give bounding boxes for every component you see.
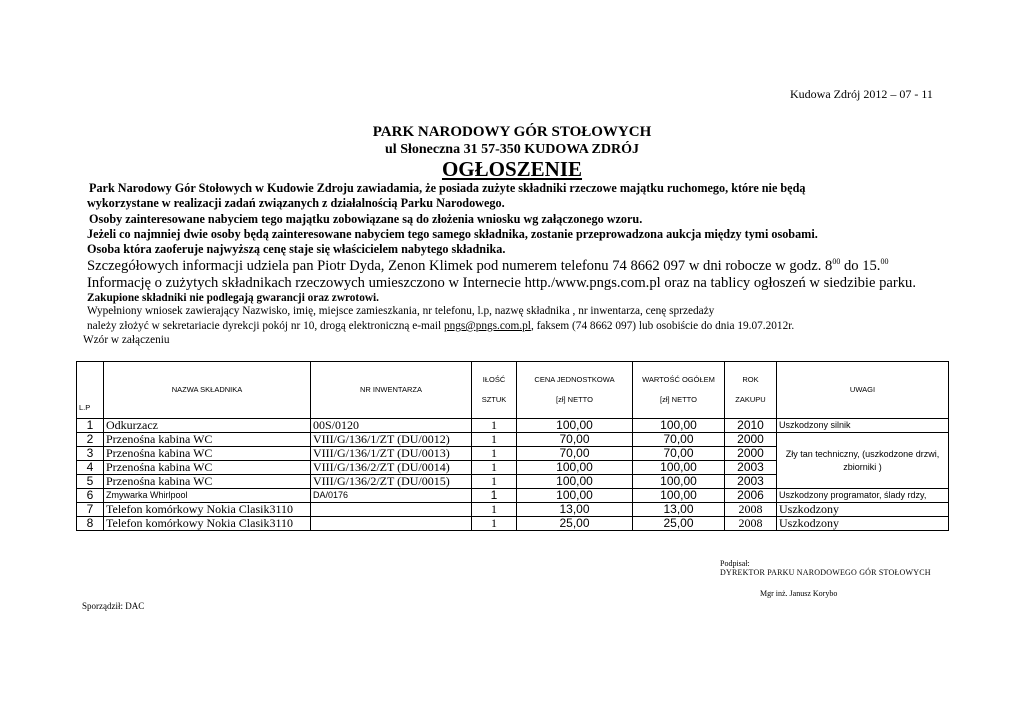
paragraph-contact — [87, 258, 888, 275]
row-lp: 1 — [77, 419, 104, 433]
row-lp: 8 — [77, 517, 104, 531]
row-quantity: 1 — [472, 419, 517, 433]
row-quantity: 1 — [472, 517, 517, 531]
row-year: 2000 — [725, 447, 777, 461]
row-year: 2003 — [725, 475, 777, 489]
prepared-by: Sporządził: DAC — [82, 601, 145, 611]
row-inventory — [311, 503, 472, 517]
row-unit-price: 70,00 — [517, 433, 633, 447]
submission-text-end: , faksem (74 8662 097) lub osobiście do dnia 19.07.2012r. — [530, 320, 795, 332]
row-inventory: 00S/0120 — [311, 419, 472, 433]
hour-end-minutes: 00 — [880, 257, 889, 266]
header-unit-price-line1: CENA JEDNOSTKOWA — [534, 375, 615, 384]
paragraph-intro-line2: wykorzystane w realizacji zadań związanych z działalnością Parku Narodowego. — [87, 196, 505, 210]
header-unit-price-line2: [zł] NETTO — [556, 395, 593, 404]
paragraph-attachment: Wzór w załączeniu — [83, 334, 170, 346]
header-lp: L.P — [77, 362, 104, 419]
row-year: 2006 — [725, 489, 777, 503]
organization-address: ul Słoneczna 31 57-350 KUDOWA ZDRÓJ — [385, 142, 639, 157]
row-total-value: 70,00 — [633, 447, 725, 461]
row-total-value: 100,00 — [633, 489, 725, 503]
header-purchase-year — [725, 362, 777, 419]
row-name: Telefon komórkowy Nokia Clasik3110 — [104, 503, 311, 517]
row-unit-price: 13,00 — [517, 503, 633, 517]
row-unit-price: 100,00 — [517, 475, 633, 489]
row-inventory: VIII/G/136/2/ZT (DU/0015) — [311, 475, 472, 489]
row-lp: 2 — [77, 433, 104, 447]
row-total-value: 100,00 — [633, 461, 725, 475]
paragraph-internet: Informację o zużytych składnikach rzeczowych umieszczono w Internecie http./www.pngs.com.pl oraz na tablicy ogłoszeń w siedzibie parku. — [87, 275, 916, 291]
table-row — [77, 503, 949, 517]
row-inventory — [311, 517, 472, 531]
row-lp: 3 — [77, 447, 104, 461]
hour-start-minutes: 00 — [832, 257, 841, 266]
row-name: Przenośna kabina WC — [104, 475, 311, 489]
header-quantity-line2: SZTUK — [481, 395, 507, 404]
header-total-value — [633, 362, 725, 419]
header-inventory: NR INWENTARZA — [311, 362, 472, 419]
signature-title: DYREKTOR PARKU NARODOWEGO GÓR STOŁOWYCH — [720, 568, 931, 577]
row-total-value: 100,00 — [633, 419, 725, 433]
row-total-value: 13,00 — [633, 503, 725, 517]
paragraph-intro-line1: Park Narodowy Gór Stołowych w Kudowie Zdroju zawiadamia, że posiada zużyte składniki rzeczowe majątku ruchomego, które nie będą — [89, 181, 806, 195]
contact-text-to: do 15. — [840, 258, 881, 274]
paragraph-application: Osoby zainteresowane nabyciem tego majątku zobowiązane są do złożenia wniosku wg załączonego wzoru. — [89, 212, 643, 226]
row-note-merged: Zły tan techniczny, (uszkodzone drzwi, zbiorniki ) — [777, 433, 949, 489]
table-row — [77, 419, 949, 433]
contact-text: Szczegółowych informacji udziela pan Piotr Dyda, Zenon Klimek pod numerem telefonu 74 8662 097 w dni robocze w godz. 8 — [87, 258, 833, 274]
paragraph-form-contents: Wypełniony wniosek zawierający Nazwisko, imię, miejsce zamieszkania, nr telefonu, l.p, nazwę składnika , nr inwentarza, cenę sprzedaży — [87, 305, 715, 317]
signature-label: Podpisał: — [720, 559, 750, 568]
row-note: Uszkodzony programator, ślady rdzy, — [777, 489, 949, 503]
row-name: Przenośna kabina WC — [104, 461, 311, 475]
document-date: Kudowa Zdrój 2012 – 07 - 11 — [790, 87, 933, 101]
row-name: Telefon komórkowy Nokia Clasik3110 — [104, 517, 311, 531]
paragraph-submission — [87, 320, 794, 332]
row-name: Przenośna kabina WC — [104, 447, 311, 461]
row-quantity: 1 — [472, 461, 517, 475]
row-inventory: VIII/G/136/1/ZT (DU/0013) — [311, 447, 472, 461]
row-name: Zmywarka Whirlpool — [104, 489, 311, 503]
row-quantity: 1 — [472, 503, 517, 517]
row-total-value: 25,00 — [633, 517, 725, 531]
row-inventory: VIII/G/136/1/ZT (DU/0012) — [311, 433, 472, 447]
header-notes: UWAGI — [777, 362, 949, 419]
row-name: Przenośna kabina WC — [104, 433, 311, 447]
row-note: Uszkodzony silnik — [777, 419, 949, 433]
paragraph-highest-price: Osoba która zaoferuje najwyższą cenę staje się właścicielem nabytego składnika. — [87, 242, 506, 256]
row-quantity: 1 — [472, 475, 517, 489]
row-year: 2010 — [725, 419, 777, 433]
row-unit-price: 25,00 — [517, 517, 633, 531]
header-total-value-line2: [zł] NETTO — [660, 395, 697, 404]
paragraph-warranty: Zakupione składniki nie podlegają gwarancji oraz zwrotowi. — [87, 292, 379, 304]
submission-text: należy złożyć w sekretariacie dyrekcji pokój nr 10, drogą elektroniczną e-mail — [87, 320, 444, 332]
row-lp: 5 — [77, 475, 104, 489]
header-total-value-line1: WARTOŚĆ OGÓŁEM — [642, 375, 715, 384]
table-row — [77, 489, 949, 503]
items-table — [76, 361, 949, 531]
row-note: Uszkodzony — [777, 503, 949, 517]
row-unit-price: 100,00 — [517, 419, 633, 433]
row-quantity: 1 — [472, 433, 517, 447]
row-quantity: 1 — [472, 489, 517, 503]
table-row — [77, 433, 949, 447]
row-year: 2008 — [725, 517, 777, 531]
header-purchase-year-line1: ROK — [742, 375, 759, 384]
table-header-row — [77, 362, 949, 419]
document-title: OGŁOSZENIE — [441, 157, 583, 181]
row-unit-price: 100,00 — [517, 461, 633, 475]
row-unit-price: 70,00 — [517, 447, 633, 461]
row-unit-price: 100,00 — [517, 489, 633, 503]
signature-name: Mgr inż. Janusz Korybo — [760, 589, 838, 598]
email-link[interactable]: pngs@pngs.com.pl — [443, 320, 531, 332]
header-quantity — [472, 362, 517, 419]
row-lp: 6 — [77, 489, 104, 503]
row-year: 2000 — [725, 433, 777, 447]
row-year: 2008 — [725, 503, 777, 517]
organization-name: PARK NARODOWY GÓR STOŁOWYCH — [372, 124, 652, 140]
row-lp: 4 — [77, 461, 104, 475]
header-unit-price — [517, 362, 633, 419]
header-quantity-line1: IŁOŚĆ — [482, 375, 506, 384]
row-lp: 7 — [77, 503, 104, 517]
row-inventory: VIII/G/136/2/ZT (DU/0014) — [311, 461, 472, 475]
paragraph-auction: Jeżeli co najmniej dwie osoby będą zainteresowane nabyciem tego samego składnika, zostanie przeprowadzona aukcja między tymi osobami. — [87, 227, 818, 241]
row-name: Odkurzacz — [104, 419, 311, 433]
row-note: Uszkodzony — [777, 517, 949, 531]
row-total-value: 100,00 — [633, 475, 725, 489]
row-year: 2003 — [725, 461, 777, 475]
header-name: NAZWA SKŁADNIKA — [104, 362, 311, 419]
row-inventory: DA/0176 — [311, 489, 472, 503]
table-row — [77, 517, 949, 531]
row-total-value: 70,00 — [633, 433, 725, 447]
header-purchase-year-line2: ZAKUPU — [735, 395, 766, 404]
row-quantity: 1 — [472, 447, 517, 461]
